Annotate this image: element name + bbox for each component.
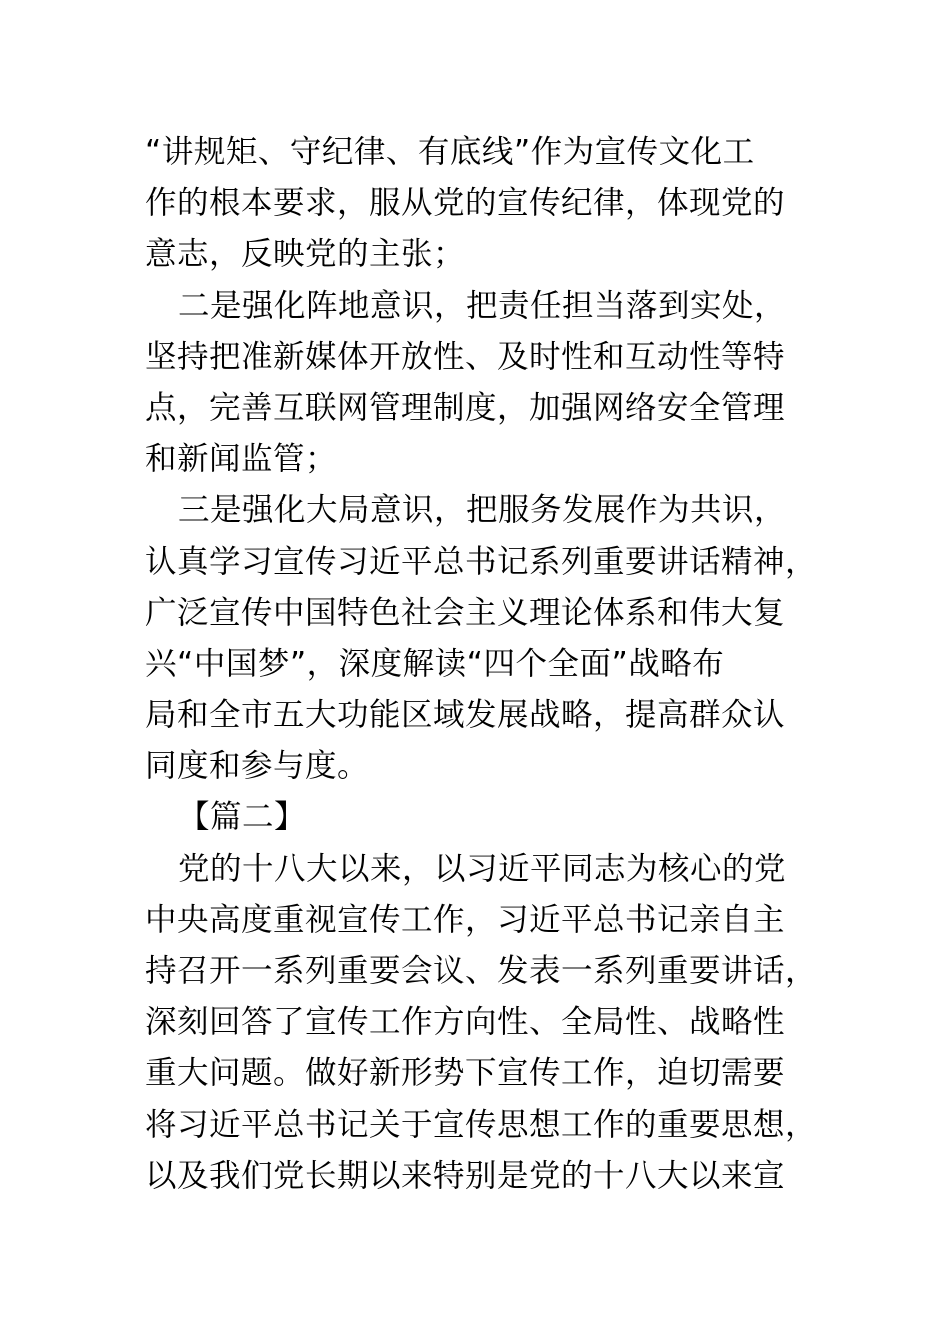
text-line: 点，完善互联网管理制度，加强网络安全管理 xyxy=(145,389,786,426)
paragraph-start-line: 三是强化大局意识，把服务发展作为共识， xyxy=(178,492,787,529)
text-line: 中央高度重视宣传工作，习近平总书记亲自主 xyxy=(145,901,786,938)
text-line: 广泛宣传中国特色社会主义理论体系和伟大复 xyxy=(145,594,786,631)
text-line: 意志，反映党的主张； xyxy=(145,236,466,273)
text-line: “讲规矩、守纪律、有底线”作为宣传文化工 xyxy=(145,134,755,170)
text-line: 坚持把准新媒体开放性、及时性和互动性等特 xyxy=(145,338,786,375)
text-line: 同度和参与度。 xyxy=(145,748,370,785)
text-line: 和新闻监管； xyxy=(145,441,338,478)
paragraph-start-line: 二是强化阵地意识，把责任担当落到实处， xyxy=(178,287,787,324)
text-line: 深刻回答了宣传工作方向性、全局性、战略性 xyxy=(145,1004,786,1041)
text-line: 认真学习宣传习近平总书记系列重要讲话精神， xyxy=(145,543,818,580)
text-line: 重大问题。做好新形势下宣传工作，迫切需要 xyxy=(145,1055,786,1092)
text-line: 作的根本要求，服从党的宣传纪律，体现党的 xyxy=(145,185,786,222)
text-line: 局和全市五大功能区域发展战略，提高群众认 xyxy=(145,697,786,734)
document-body xyxy=(145,127,818,1202)
text-line: 兴“中国梦”，深度解读“四个全面”战略布 xyxy=(145,645,725,682)
text-line: 以及我们党长期以来特别是党的十八大以来宣 xyxy=(145,1157,786,1194)
section-heading: 【篇二】 xyxy=(178,799,307,836)
text-line: 将习近平总书记关于宣传思想工作的重要思想， xyxy=(145,1106,818,1143)
paragraph-start-line: 党的十八大以来，以习近平同志为核心的党 xyxy=(178,850,787,887)
text-line: 持召开一系列重要会议、发表一系列重要讲话， xyxy=(145,953,818,989)
